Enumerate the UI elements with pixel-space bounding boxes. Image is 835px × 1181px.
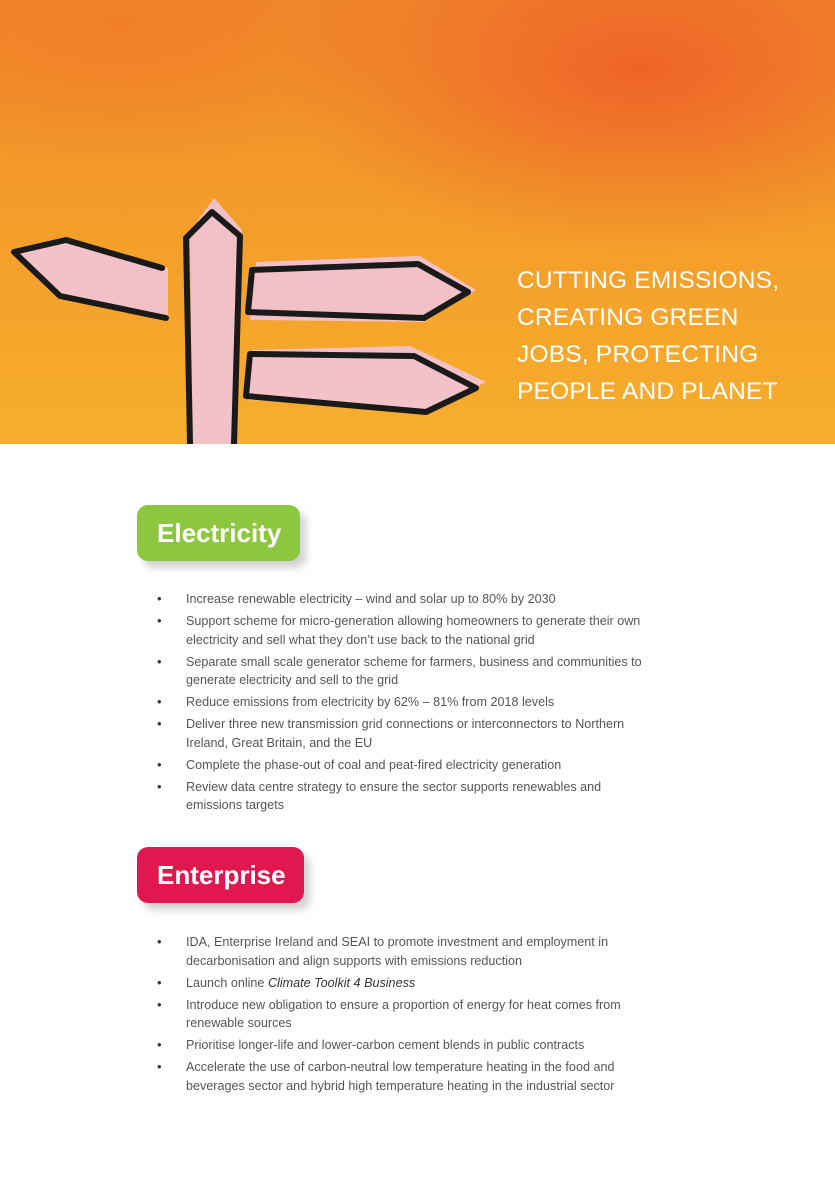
section-heading-electricity: Electricity bbox=[137, 505, 300, 561]
list-item bbox=[157, 778, 656, 815]
list-item-text: Increase renewable electricity – wind and solar up to 80% by 2030 bbox=[186, 592, 556, 606]
list-item bbox=[157, 974, 656, 993]
bullet-icon: • bbox=[157, 591, 162, 606]
hero-title-line: PEOPLE AND PLANET bbox=[517, 378, 778, 405]
bullet-icon: • bbox=[157, 778, 162, 794]
list-item-text: Separate small scale generator scheme for farmers, business and communities to generate electricity and sell to the grid bbox=[186, 654, 642, 688]
bullet-icon: • bbox=[157, 996, 162, 1012]
list-item-text: Support scheme for micro-generation allowing homeowners to generate their own electricity and sell what they don’t use back to the national grid bbox=[186, 613, 641, 647]
hero-title-line: CUTTING EMISSIONS, bbox=[517, 267, 780, 294]
hero-title bbox=[517, 262, 817, 410]
list-item-text: Review data centre strategy to ensure the sector supports renewables and emissions targets bbox=[186, 779, 602, 813]
bullet-icon: • bbox=[157, 653, 162, 669]
bullet-icon: • bbox=[157, 612, 162, 628]
hero-title-line: JOBS, PROTECTING bbox=[517, 341, 759, 368]
list-item-text: Complete the phase-out of coal and peat-fired electricity generation bbox=[186, 757, 562, 772]
electricity-list bbox=[157, 590, 656, 818]
list-item bbox=[157, 1058, 656, 1095]
hero-banner bbox=[0, 0, 835, 444]
bullet-icon: • bbox=[157, 1059, 162, 1075]
list-item-text: Reduce emissions from electricity by 62% – 81% from 2018 levels bbox=[186, 695, 555, 710]
list-item-text: Accelerate the use of carbon-neutral low temperature heating in the food and beverages sector and hybrid high temperature heating in the industrial sector bbox=[186, 1060, 615, 1093]
toolkit-name: Climate Toolkit 4 Business bbox=[267, 975, 416, 990]
enterprise-list bbox=[157, 933, 656, 1099]
list-item-text: Prioritise longer-life and lower-carbon cement blends in public contracts bbox=[186, 1038, 585, 1053]
list-item bbox=[157, 693, 656, 712]
list-item-text: Deliver three new transmission grid connections or interconnectors to Northern Ireland, Great Britain, and the EU bbox=[186, 717, 625, 750]
list-item bbox=[157, 996, 656, 1033]
list-item bbox=[157, 653, 656, 690]
bullet-icon: • bbox=[157, 694, 162, 710]
list-item bbox=[157, 933, 656, 970]
list-item-text: Launch online bbox=[186, 975, 268, 990]
list-item bbox=[157, 715, 656, 752]
bullet-icon: • bbox=[157, 716, 162, 732]
list-item bbox=[157, 1036, 656, 1055]
list-item bbox=[157, 756, 656, 775]
section-heading-enterprise: Enterprise bbox=[137, 847, 304, 903]
bullet-icon: • bbox=[157, 756, 162, 772]
hero-title-line: CREATING GREEN bbox=[517, 304, 739, 331]
list-item bbox=[157, 590, 656, 609]
bullet-icon: • bbox=[157, 1037, 162, 1053]
list-item bbox=[157, 612, 656, 649]
list-item-text: IDA, Enterprise Ireland and SEAI to promote investment and employment in decarbonisation and align supports with emissions reduction bbox=[186, 935, 609, 968]
bullet-icon: • bbox=[157, 974, 162, 990]
list-item-text: Introduce new obligation to ensure a proportion of energy for heat comes from renewable sources bbox=[186, 997, 621, 1031]
bullet-icon: • bbox=[157, 934, 162, 949]
